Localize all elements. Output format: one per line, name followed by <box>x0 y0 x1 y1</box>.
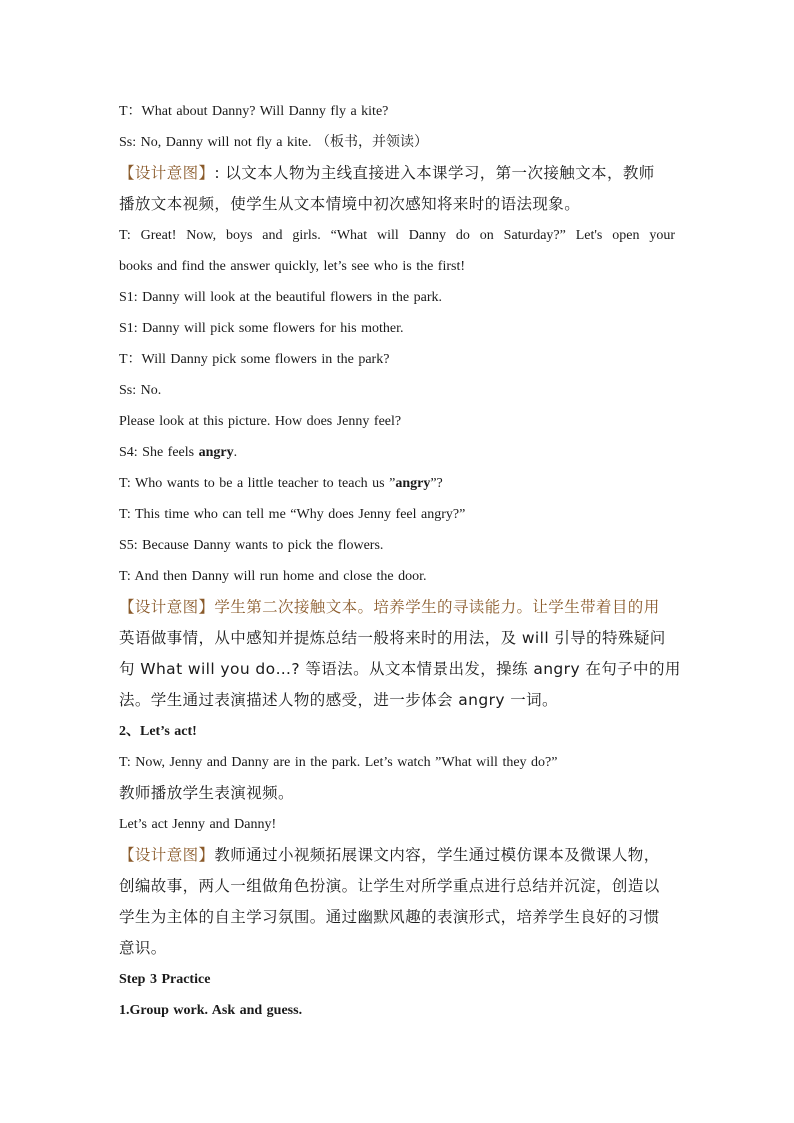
document-page <box>119 96 681 1026</box>
dialogue-line: Let’s act Jenny and Danny! <box>119 817 277 832</box>
design-intent-paragraph <box>119 840 675 871</box>
section-heading: 2、Let’s act! <box>119 724 197 739</box>
design-intent-paragraph <box>119 158 675 189</box>
activity-heading: 1.Group work. Ask and guess. <box>119 1003 303 1018</box>
dialogue-line: T: Great! Now, boys and girls. “What will Danny do on Saturday?” Let's open your <box>119 228 675 243</box>
design-intent-label: 【设计意图】 <box>119 598 215 616</box>
dialogue-line: S1: Danny will pick some flowers for his mother. <box>119 321 404 336</box>
dialogue-line: Ss: No, Danny will not fly a kite. （板书，并领读） <box>119 135 428 150</box>
line-text: . <box>233 445 238 460</box>
line-text: S4: She feels <box>119 445 199 460</box>
step-heading: Step 3 Practice <box>119 972 211 987</box>
dialogue-line: Please look at this picture. How does Jenny feel? <box>119 414 402 429</box>
paragraph-line: 句 What will you do…? 等语法。从文本情景出发，操练 angry 在句子中的用 <box>119 660 681 678</box>
dialogue-line: S5: Because Danny wants to pick the flowers. <box>119 538 384 553</box>
dialogue-line: T: Now, Jenny and Danny are in the park. Let’s watch ”What will they do?” <box>119 755 558 770</box>
dialogue-line: Ss: No. <box>119 383 162 398</box>
paragraph-line: 意识。 <box>119 939 167 957</box>
paragraph-text: : 以文本人物为主线直接进入本课学习，第一次接触文本，教师 <box>214 164 655 182</box>
dialogue-line <box>119 468 675 499</box>
paragraph-line: 学生为主体的自主学习氛围。通过幽默风趣的表演形式，培养学生良好的习惯 <box>119 908 660 926</box>
dialogue-line: T：What about Danny? Will Danny fly a kite? <box>119 104 389 119</box>
paragraph-line: 播放文本视频，使学生从文本情境中初次感知将来时的语法现象。 <box>119 195 581 213</box>
paragraph-text: 学生第二次接触文本。培养学生的寻读能力。让学生带着目的用 <box>214 598 660 616</box>
paragraph-text: 教师通过小视频拓展课文内容，学生通过模仿课本及微课人物， <box>214 846 660 864</box>
line-text: ”? <box>430 476 443 491</box>
paragraph-line: 创编故事，两人一组做角色扮演。让学生对所学重点进行总结并沉淀，创造以 <box>119 877 660 895</box>
dialogue-line: T: This time who can tell me “Why does Jenny feel angry?” <box>119 507 466 522</box>
dialogue-line: S1: Danny will look at the beautiful flowers in the park. <box>119 290 442 305</box>
dialogue-line: T：Will Danny pick some flowers in the park? <box>119 352 390 367</box>
dialogue-line: T: And then Danny will run home and close the door. <box>119 569 427 584</box>
design-intent-label: 【设计意图】 <box>119 846 215 864</box>
paragraph-line: 教师播放学生表演视频。 <box>119 784 294 802</box>
keyword-angry: angry <box>198 445 234 460</box>
keyword-angry: angry <box>395 476 431 491</box>
design-intent-label: 【设计意图】 <box>119 164 215 182</box>
design-intent-paragraph <box>119 592 675 623</box>
paragraph-line: 法。学生通过表演描述人物的感受，进一步体会 angry 一词。 <box>119 691 558 709</box>
dialogue-line: books and find the answer quickly, let’s see who is the first! <box>119 259 466 274</box>
paragraph-line: 英语做事情，从中感知并提炼总结一般将来时的用法，及 will 引导的特殊疑问 <box>119 629 666 647</box>
line-text: T: Who wants to be a little teacher to teach us ” <box>119 476 396 491</box>
dialogue-line <box>119 437 675 468</box>
